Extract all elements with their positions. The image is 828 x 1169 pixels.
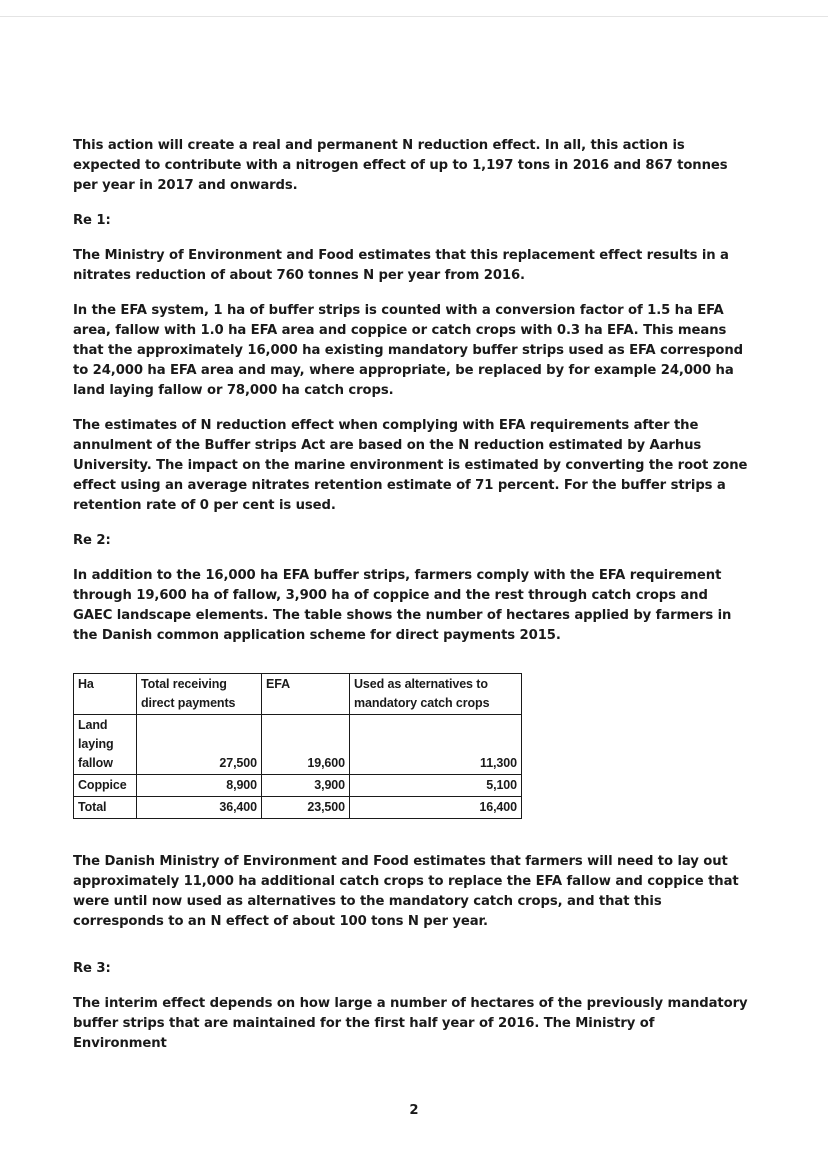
table-row xyxy=(74,775,522,797)
paragraph-efa-buffer: In addition to the 16,000 ha EFA buffer strips, farmers comply with the EFA requirement through 19,600 ha of fallow, 3,900 ha of coppice and the rest through catch crops and GAEC landscape elements. The table shows the number of hectares applied by farmers in the Danish common application scheme for direct payments 2015. xyxy=(73,568,732,643)
table-row xyxy=(74,715,522,775)
table-header-row xyxy=(74,674,522,715)
paragraph-catch-crops: The Danish Ministry of Environment and Food estimates that farmers will need to lay out approximately 11,000 ha additional catch crops to replace the EFA fallow and coppice that were until now used as alternatives to the mandatory catch crops, and that this corresponds to an N effect of about 100 tons N per year. xyxy=(73,854,739,929)
paragraph-intro: This action will create a real and permanent N reduction effect. In all, this action is expected to contribute with a nitrogen effect of up to 1,197 tons in 2016 and 867 tonnes per year in 2017 and onwards. xyxy=(73,138,728,193)
paragraph-estimates: The estimates of N reduction effect when complying with EFA requirements after the annulment of the Buffer strips Act are based on the N reduction estimated by Aarhus University. The impact on the marine environment is estimated by converting the root zone effect using an average nitrates retention estimate of 71 percent. For the buffer strips a retention rate of 0 per cent is used. xyxy=(73,418,748,513)
paragraph-efa-system: In the EFA system, 1 ha of buffer strips is counted with a conversion factor of 1.5 ha EFA area, fallow with 1.0 ha EFA area and coppice or catch crops with 0.3 ha EFA. This means that the approximately 16,000 ha existing mandatory buffer strips used as EFA correspond to 24,000 ha EFA area and may, where appropriate, be replaced by for example 24,000 ha land laying fallow or 78,000 ha catch crops. xyxy=(73,303,743,398)
hectares-table xyxy=(73,673,522,819)
table-cell: 36,400 xyxy=(137,797,262,819)
heading-re-3: Re 3: xyxy=(73,961,111,976)
page-number: 2 xyxy=(409,1103,419,1118)
table-row xyxy=(74,797,522,819)
table-cell: 27,500 xyxy=(137,715,262,775)
table-row-label: Total xyxy=(74,797,137,819)
table-header-cell: Ha xyxy=(74,674,137,715)
table-row-label: Land laying fallow xyxy=(74,715,137,775)
table-cell: 19,600 xyxy=(262,715,350,775)
table-header-cell: EFA xyxy=(262,674,350,715)
heading-re-1: Re 1: xyxy=(73,213,111,228)
paragraph-interim-effect: The interim effect depends on how large a number of hectares of the previously mandatory buffer strips that are maintained for the first half year of 2016. The Ministry of Environment xyxy=(73,996,748,1051)
paragraph-replacement-effect: The Ministry of Environment and Food estimates that this replacement effect results in a nitrates reduction of about 760 tonnes N per year from 2016. xyxy=(73,248,729,283)
table-cell: 16,400 xyxy=(350,797,522,819)
table-cell: 23,500 xyxy=(262,797,350,819)
table-cell: 11,300 xyxy=(350,715,522,775)
table-cell: 3,900 xyxy=(262,775,350,797)
top-rule xyxy=(0,16,828,17)
table-header-cell: Used as alternatives to mandatory catch crops xyxy=(350,674,522,715)
table-cell: 8,900 xyxy=(137,775,262,797)
heading-re-2: Re 2: xyxy=(73,533,111,548)
table-cell: 5,100 xyxy=(350,775,522,797)
document-body xyxy=(73,136,749,1069)
table-header-cell: Total receiving direct payments xyxy=(137,674,262,715)
table-row-label: Coppice xyxy=(74,775,137,797)
